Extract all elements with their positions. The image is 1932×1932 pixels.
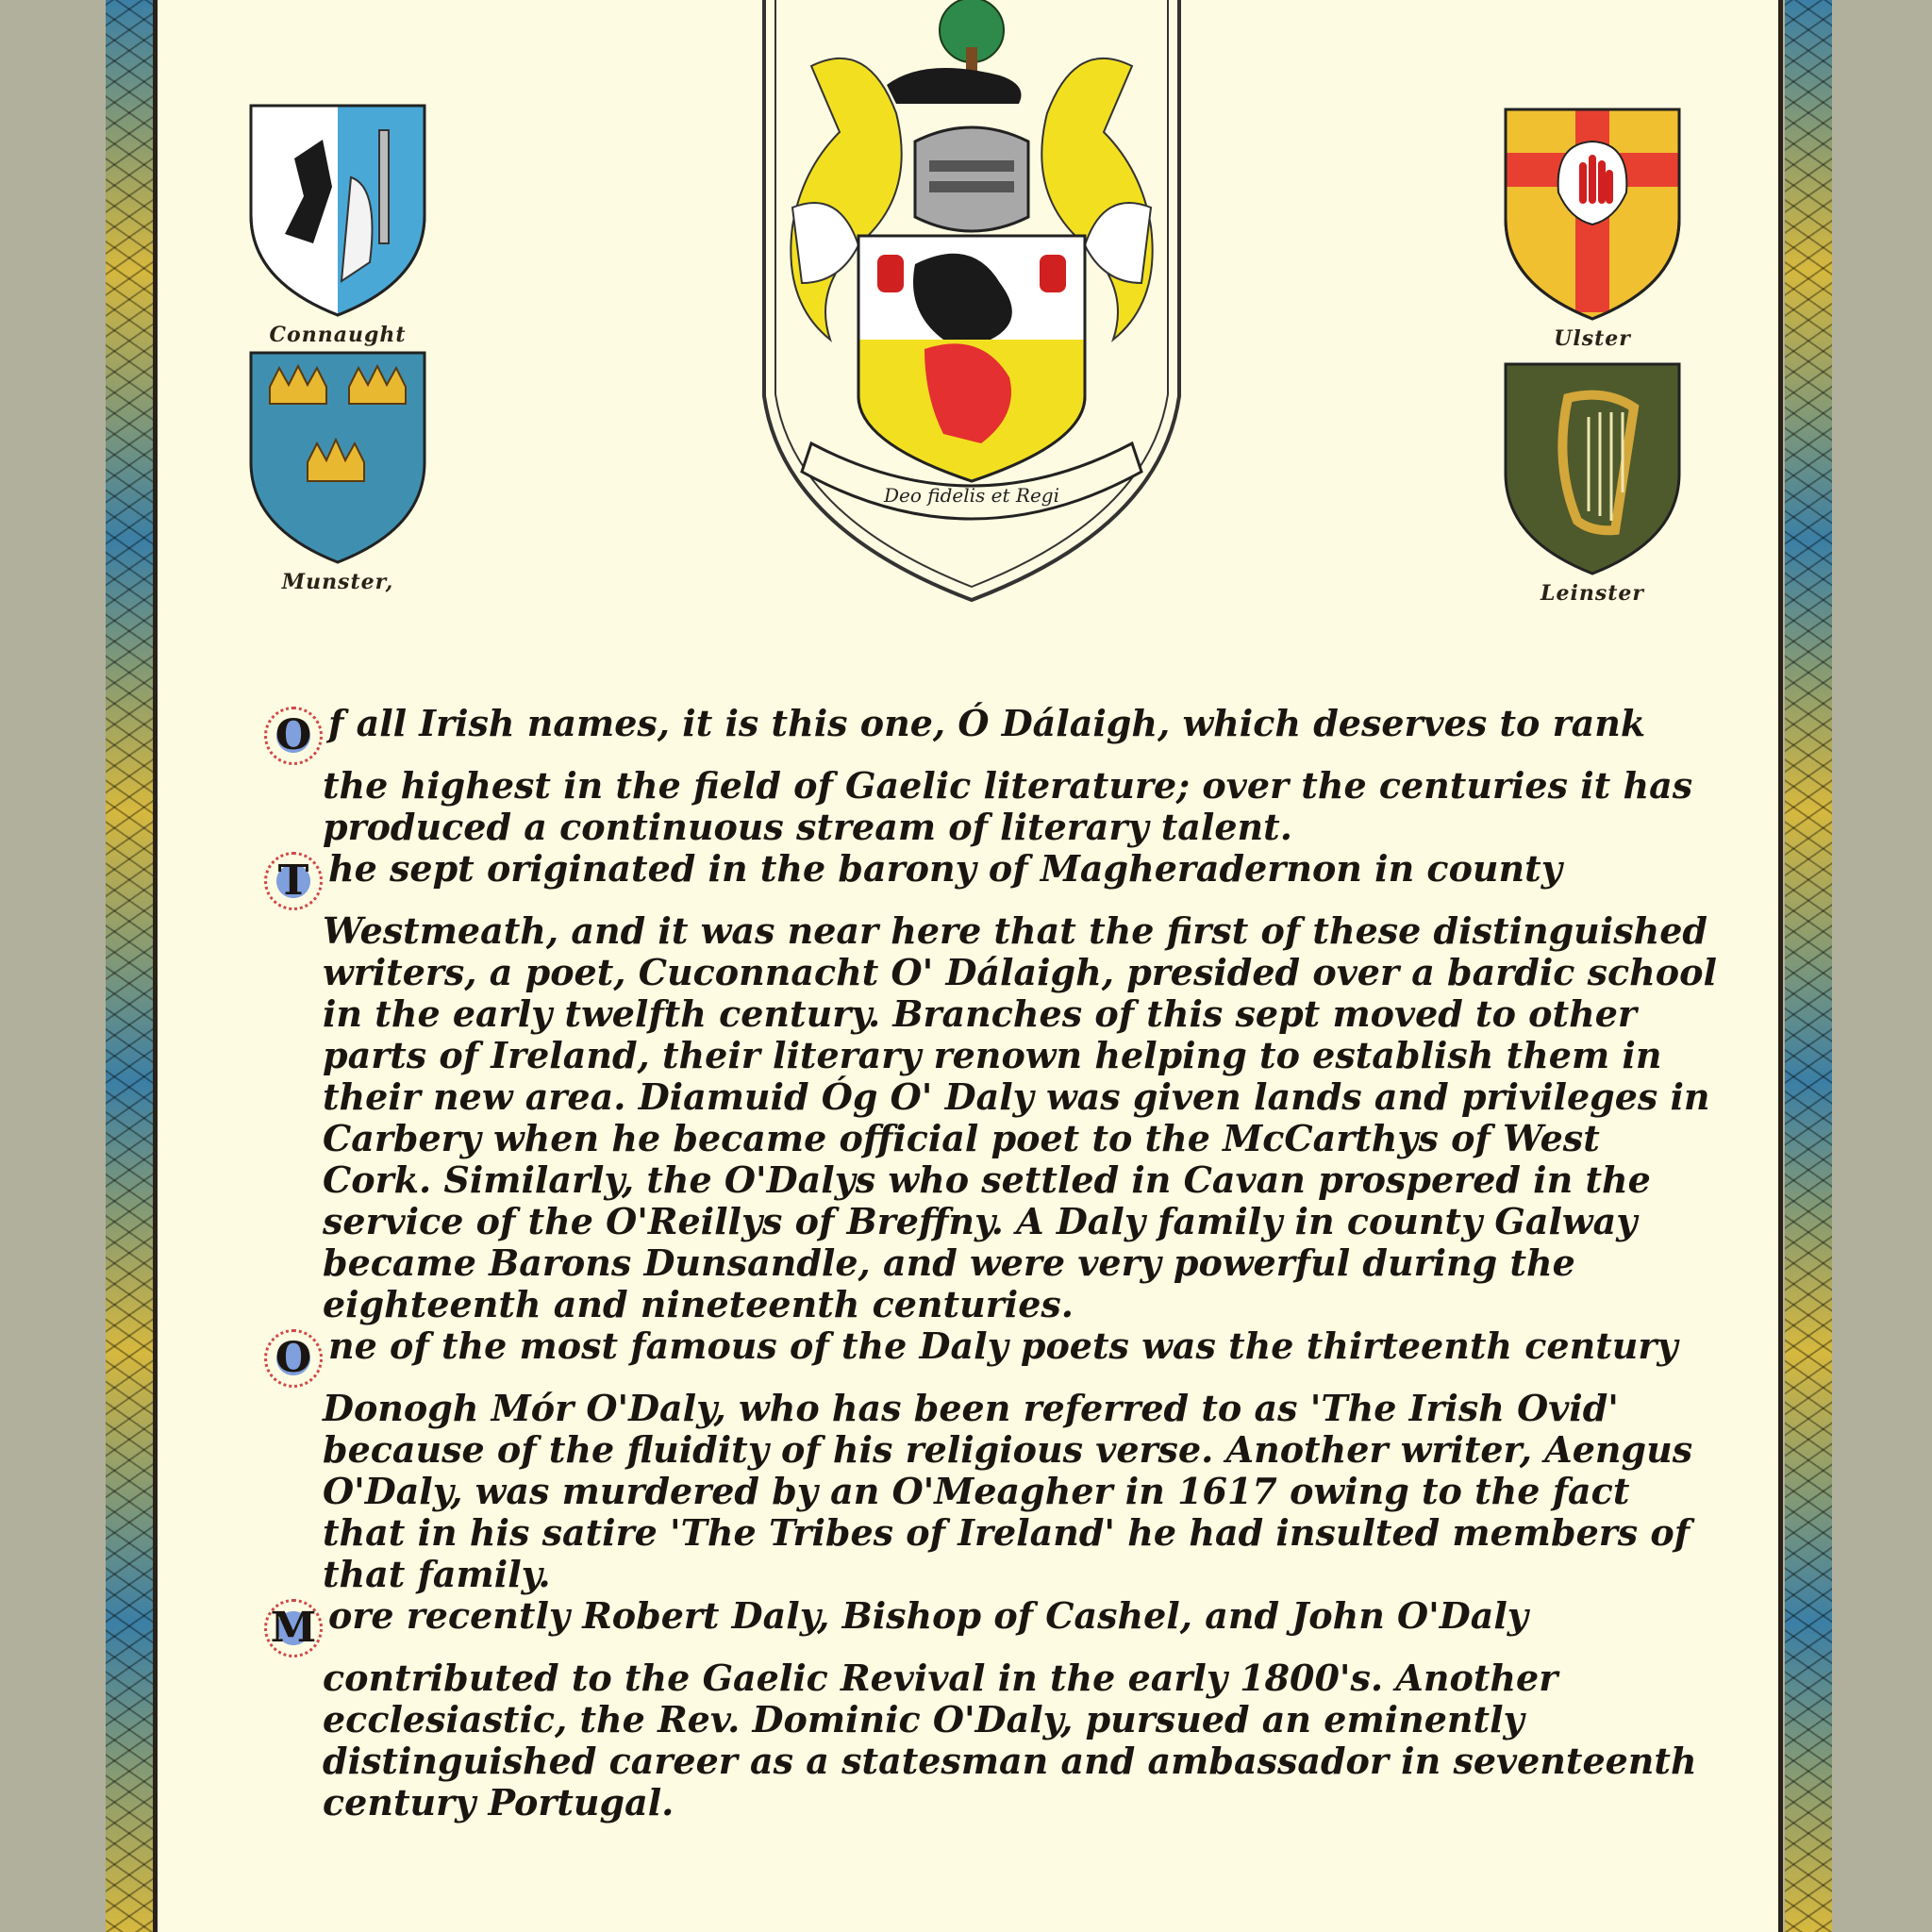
celtic-border-right (1785, 0, 1832, 1932)
shield-connaught (247, 102, 428, 347)
paragraph-4 (264, 1595, 1717, 1824)
coat-of-arms-icon (755, 0, 1189, 613)
shield-ulster (1502, 106, 1683, 351)
paragraph-text: he sept originated in the barony of Magheradernon in county Westmeath, and it was near here that the first of these distinguished writers, a poet, Cuconnacht O' Dálaigh, presided over a bardic school in the early twelfth century. Branches of this sept moved to other parts of Ireland, their literary renown helping to establish them in their new area. Diamuid Óg O' Daly was given lands and privileges in Carbery when he became official poet to the McCarthys of West Cork. Similarly, the O'Dalys who settled in Cavan prospered in the service of the O'Reillys of Breffny. A Daly family in county Galway became Barons Dunsandle, and were very powerful during the eighteenth and nineteenth centuries. (323, 847, 1717, 1325)
label-munster: Munster, (281, 570, 394, 594)
paragraph-2 (264, 848, 1717, 1325)
history-text (264, 703, 1717, 1824)
ulster-arms-icon (1502, 106, 1683, 323)
illuminated-initial: O (264, 1329, 323, 1388)
shield-leinster (1502, 360, 1683, 606)
celtic-border-left (106, 0, 153, 1932)
label-ulster: Ulster (1554, 326, 1631, 351)
motto-text: Deo fidelis et Regi (884, 484, 1059, 507)
family-crest (755, 0, 1189, 613)
paragraph-text: ne of the most famous of the Daly poets was the thirteenth century Donogh Mór O'Daly, who has been referred to as 'The Irish Ovid' because of the fluidity of his religious verse. Another writer, Aengus O'Daly, was murdered by an O'Meagher in 1617 owing to the fact that in his satire 'The Tribes of Ireland' he had insulted members of that family. (323, 1324, 1693, 1595)
illuminated-initial: T (264, 852, 323, 910)
illuminated-initial: M (264, 1599, 323, 1657)
paragraph-text: ore recently Robert Daly, Bishop of Cashel, and John O'Daly contributed to the Gaelic Revival in the early 1800's. Another ecclesiastic, the Rev. Dominic O'Daly, pursued an eminently distinguished career as a statesman and ambassador in seventeenth century Portugal. (323, 1594, 1697, 1824)
label-leinster: Leinster (1541, 581, 1644, 606)
munster-arms-icon (247, 349, 428, 566)
paragraph-3 (264, 1325, 1717, 1595)
shield-munster (247, 349, 428, 594)
paragraph-1 (264, 703, 1717, 848)
connaught-arms-icon (247, 102, 428, 319)
label-connaught: Connaught (269, 323, 407, 347)
harp-icon (1502, 360, 1683, 577)
paragraph-text: f all Irish names, it is this one, Ó Dálaigh, which deserves to rank the highest in the field of Gaelic literature; over the centuries it has produced a continuous stream of literary talent. (323, 702, 1693, 848)
illuminated-initial: O (264, 707, 323, 765)
